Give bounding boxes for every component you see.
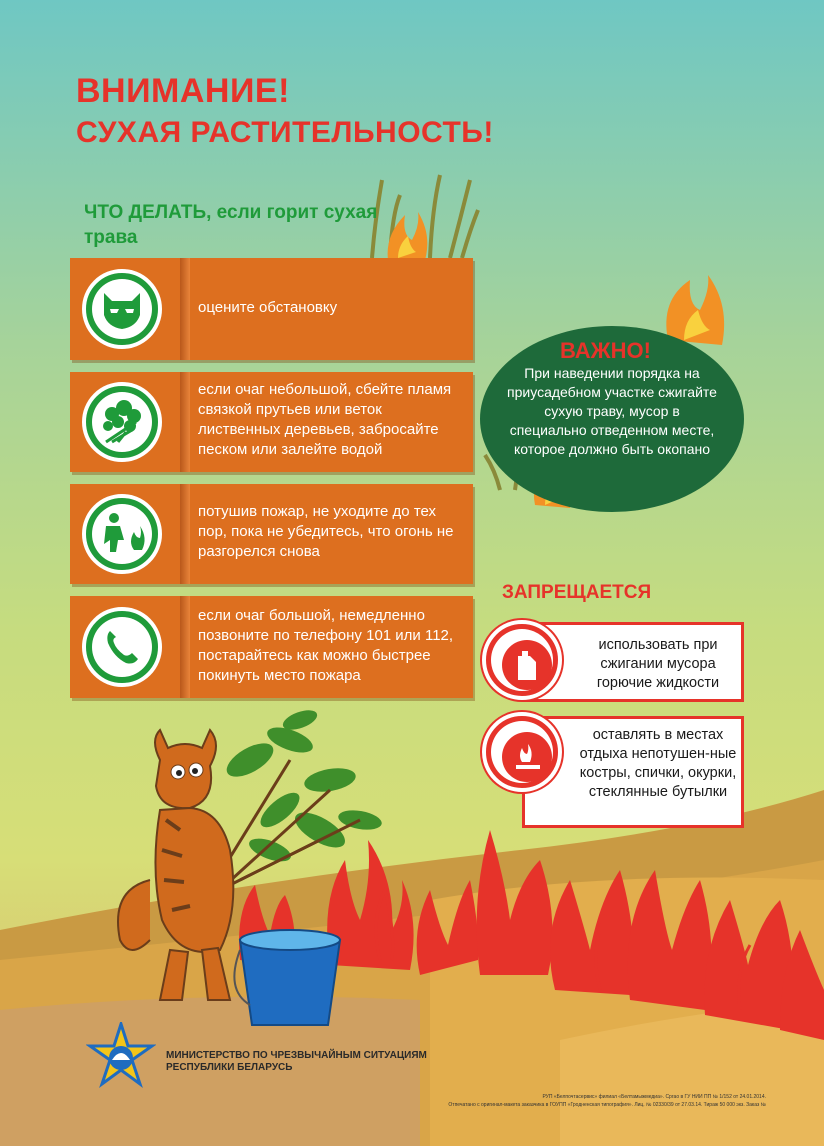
phone-icon [82,607,162,687]
page-title: ВНИМАНИЕ! [76,72,290,110]
print-info-2: Отпечатано с оригинал-макета заказчика в ГОУПП «Гродненская типография». Лиц. № 02330/39 от 27.03.14. Тираж 50 000 экз. Заказ № [448,1102,766,1108]
what-to-do-heading-rest: если горит сухая трава [84,202,378,248]
mask-icon [82,269,162,349]
important-text: При наведении порядка на приусадебном участке сжигайте сухую траву, мусор в специально отведенном месте, которое должно быть окопано [507,365,717,457]
branches-icon [82,382,162,462]
forbidden-text: использовать при сжигании мусора горючие жидкости [596,637,720,691]
what-to-do-heading [84,200,384,250]
what-to-do-heading-bold: ЧТО ДЕЛАТЬ, [84,202,212,223]
forbidden-text: оставлять в местах отдыха непотушен-ные костры, спички, окурки, стеклянные бутылки [579,727,737,800]
ministry-line-1: МИНИСТЕРСТВО ПО ЧРЕЗВЫЧАЙНЫМ СИТУАЦИЯМ [166,1050,427,1061]
cat-illustration [90,700,390,1040]
card-fold [180,484,190,584]
card-fold [180,258,190,360]
card-fold [180,372,190,472]
mchs-emblem-icon [86,1022,156,1092]
step-card [70,484,473,584]
step-text: если очаг небольшой, сбейте пламя связкой прутьев или веток лиственных деревьев, забросайте песком или залейте водой [198,381,452,458]
forbidden-heading: ЗАПРЕЩАЕТСЯ [502,582,652,603]
card-fold [180,596,190,698]
ministry-name [166,1050,427,1074]
step-text: потушив пожар, не уходите до тех пор, пока не убедитесь, что огонь не разгорелся снова [198,503,454,560]
page-subtitle: СУХАЯ РАСТИТЕЛЬНОСТЬ! [76,116,494,149]
matches-icon [482,712,562,792]
step-card [70,596,473,698]
step-text: оцените обстановку [198,299,338,316]
important-heading: ВАЖНО! [560,338,651,363]
step-card [70,258,473,360]
step-card [70,372,473,472]
ministry-line-2: РЕСПУБЛИКИ БЕЛАРУСЬ [166,1062,293,1073]
person-fire-icon [82,494,162,574]
fuel-canister-icon [482,620,562,700]
print-info-1: РУП «Белпочтасервис» филиал «Белтамыжмедиа». Сргао в ГУ НИИ ПП № 1/152 от 24.01.2014. [542,1094,766,1100]
step-text: если очаг большой, немедленно позвоните по телефону 101 или 112, постарайтесь как можно быстрее покинуть место пожара [198,607,454,684]
